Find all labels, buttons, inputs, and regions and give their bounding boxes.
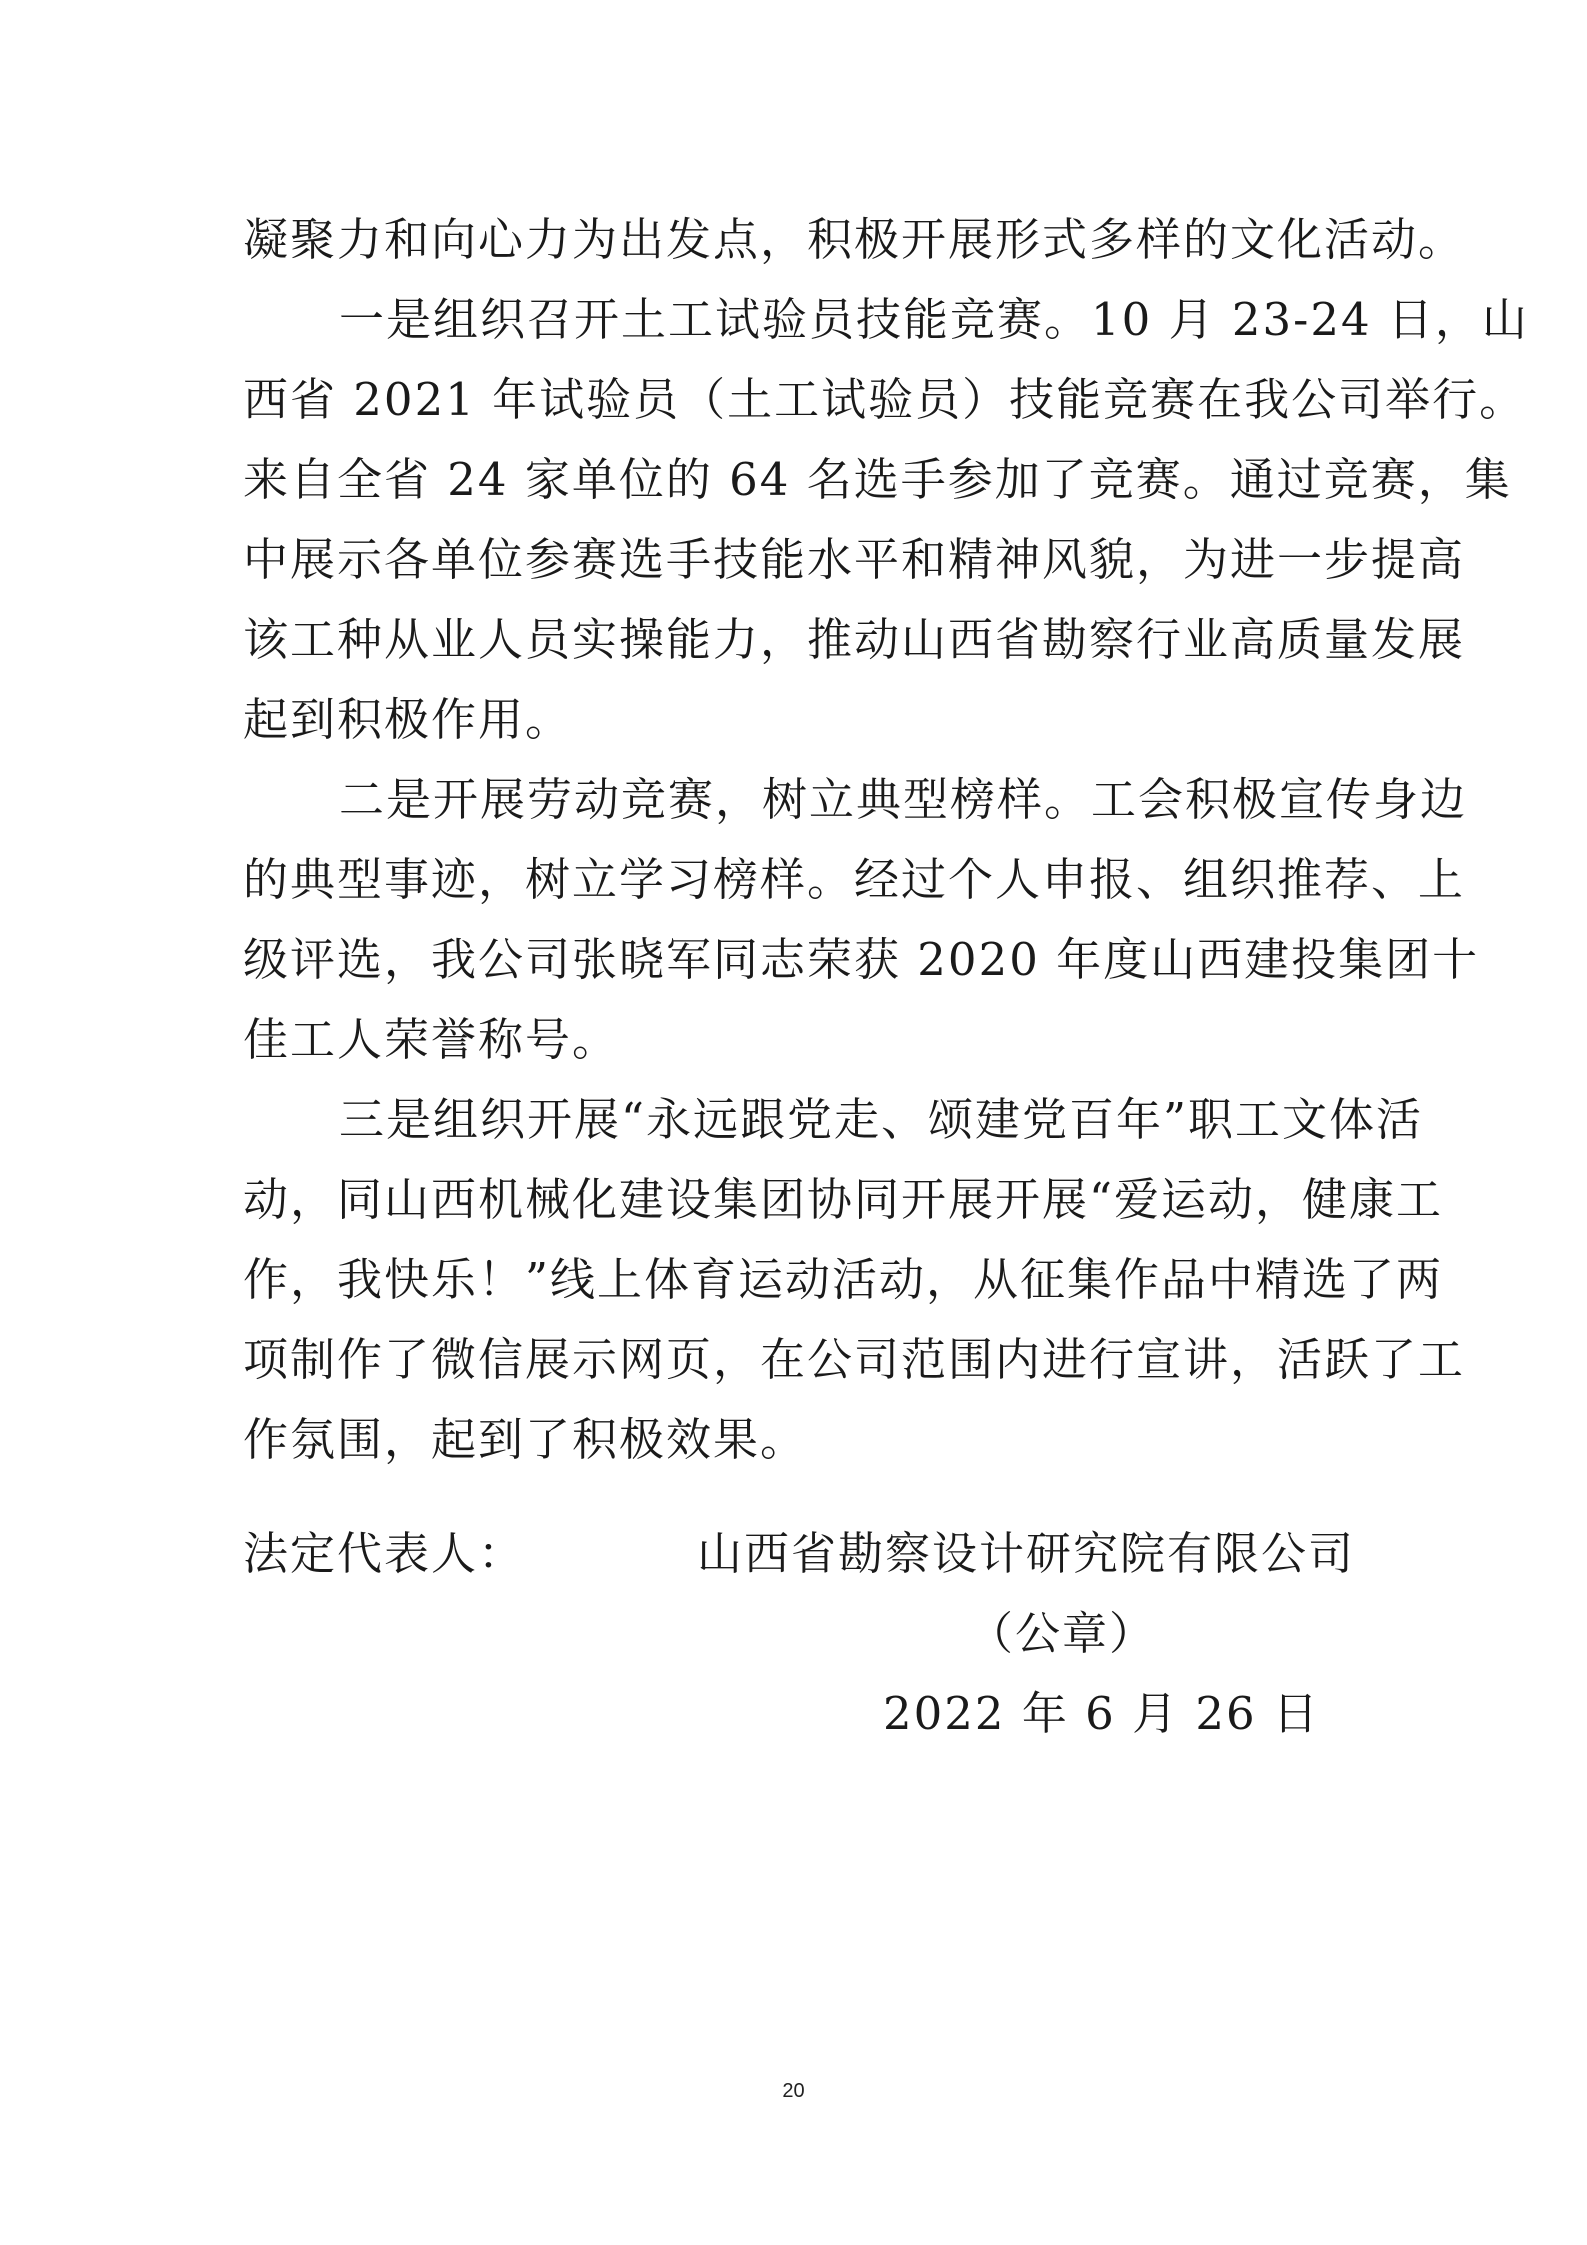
text-line: 的典型事迹，树立学习榜样。经过个人申报、组织推荐、上 (243, 853, 1466, 906)
text-line: 一是组织召开土工试验员技能竞赛。10 月 23-24 日，山 (339, 293, 1529, 346)
text-line: 动，同山西机械化建设集团协同开展开展“爱运动，健康工 (243, 1173, 1444, 1226)
page-number: 20 (782, 2080, 805, 2102)
text-line: 中展示各单位参赛选手技能水平和精神风貌，为进一步提高 (243, 533, 1466, 586)
seal-row (243, 1594, 1355, 1674)
company-name: 山西省勘察设计研究院有限公司 (696, 1527, 1355, 1580)
text-line: 作，我快乐！”线上体育运动活动，从征集作品中精选了两 (243, 1253, 1444, 1306)
text-line: 西省 2021 年试验员（土工试验员）技能竞赛在我公司举行。 (243, 373, 1527, 426)
text-line: 佳工人荣誉称号。 (243, 1013, 620, 1066)
document-date: 2022 年 6 月 26 日 (883, 1687, 1320, 1740)
text-line: 级评选，我公司张晓军同志荣获 2020 年度山西建投集团十 (243, 933, 1480, 986)
date-row (243, 1674, 1355, 1754)
text-line: 起到积极作用。 (243, 693, 573, 746)
signature-block (243, 1514, 1355, 1754)
text-line: 三是组织开展“永远跟党走、颂建党百年”职工文体活 (339, 1093, 1424, 1146)
text-line: 该工种从业人员实操能力，推动山西省勘察行业高质量发展 (243, 613, 1466, 666)
text-line: 来自全省 24 家单位的 64 名选手参加了竞赛。通过竞赛，集 (243, 453, 1512, 506)
legal-representative-label: 法定代表人： (243, 1527, 526, 1580)
text-line: 项制作了微信展示网页，在公司范围内进行宣讲，活跃了工 (243, 1333, 1466, 1386)
signature-row (243, 1514, 1355, 1594)
text-line: 凝聚力和向心力为出发点，积极开展形式多样的文化活动。 (243, 213, 1466, 266)
text-line: 二是开展劳动竞赛，树立典型榜样。工会积极宣传身边 (339, 773, 1468, 826)
document-body (243, 200, 1529, 1480)
seal-label: （公章） (968, 1607, 1157, 1660)
text-line: 作氛围，起到了积极效果。 (243, 1413, 808, 1466)
